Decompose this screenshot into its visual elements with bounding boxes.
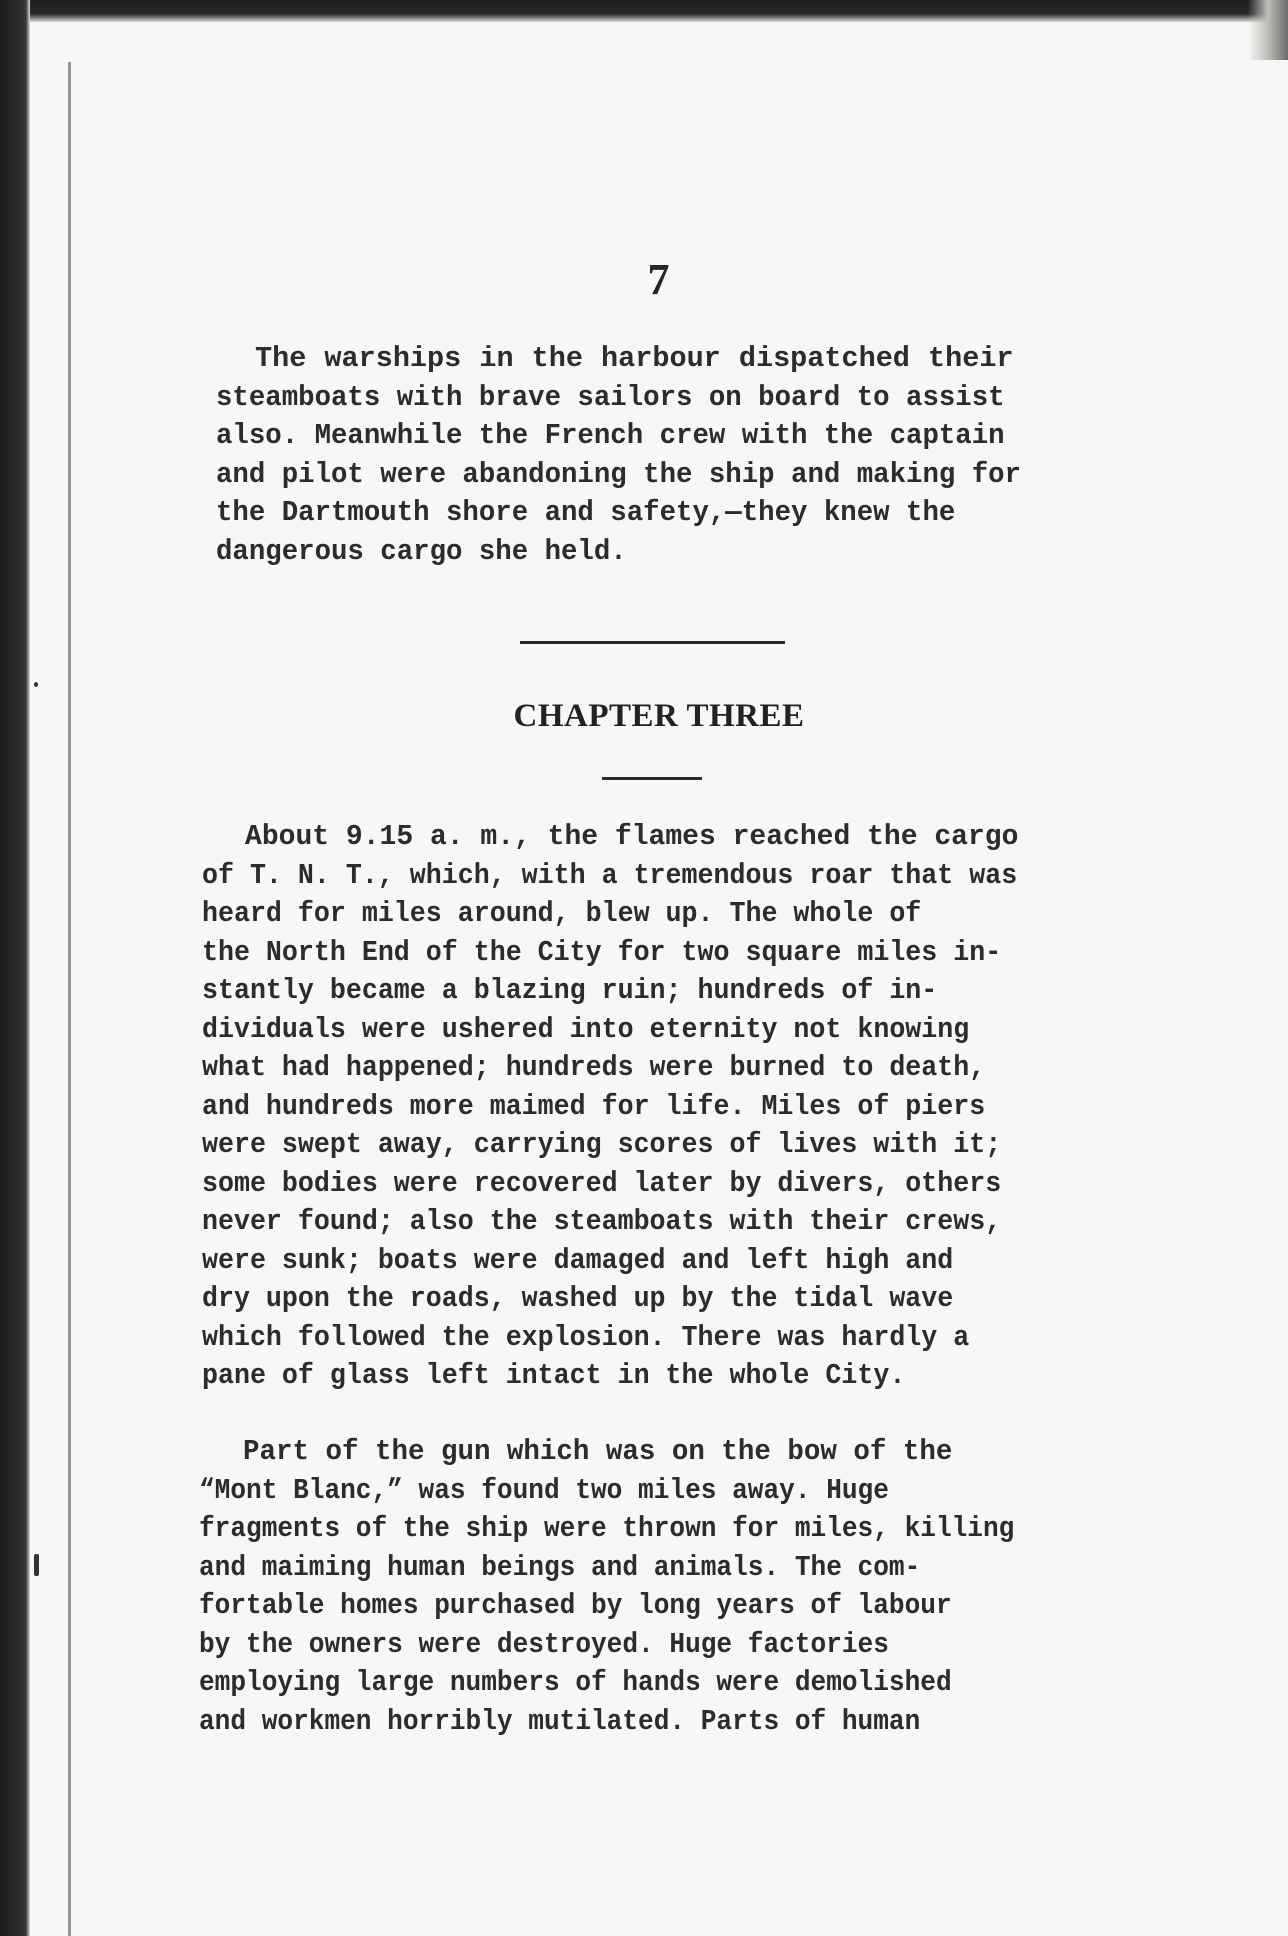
paragraph-3 [199, 1433, 1088, 1741]
text-line: and workmen horribly mutilated. Parts of human [199, 1704, 921, 1738]
text-line: stantly became a blazing ruin; hundreds of in- [202, 974, 938, 1007]
text-line: also. Meanwhile the French crew with the captain [216, 419, 1005, 452]
text-line: heard for miles around, blew up. The whole of [202, 897, 922, 930]
text-line: which followed the explosion. There was hardly a [202, 1320, 970, 1354]
heading-underline [602, 777, 702, 780]
text-line: were sunk; boats were damaged and left high and [202, 1243, 954, 1277]
text-line: dangerous cargo she held. [216, 534, 627, 568]
paragraph-2 [202, 818, 1074, 1396]
text-line: the North End of the City for two square miles in- [202, 935, 1002, 969]
text-line: “Mont Blanc,” was found two miles away. Huge [199, 1473, 889, 1507]
text-line: were swept away, carrying scores of lives with it; [202, 1128, 1002, 1161]
text-line: of T. N. T., which, with a tremendous roar that was [202, 858, 1018, 892]
text-line: About 9.15 a. m., the flames reached the cargo [245, 820, 1019, 853]
text-line: The warships in the harbour dispatched their [255, 342, 1014, 375]
text-line: never found; also the steamboats with their crews, [202, 1205, 1002, 1238]
scanner-frame-corner [1248, 0, 1288, 60]
page-surface [30, 22, 1288, 1936]
page-number: 7 [647, 255, 671, 304]
text-line: dividuals were ushered into eternity not knowing [202, 1012, 970, 1046]
scanner-frame-left [0, 0, 30, 1936]
text-line: and pilot were abandoning the ship and making for [216, 457, 1022, 491]
text-line: fortable homes purchased by long years of labour [199, 1589, 952, 1622]
chapter-heading: CHAPTER THREE [513, 698, 805, 734]
text-line: some bodies were recovered later by divers, others [202, 1166, 1002, 1200]
section-divider [520, 641, 785, 644]
text-line: the Dartmouth shore and safety,—they knew the [216, 496, 956, 529]
binding-edge [68, 62, 71, 1936]
text-line: by the owners were destroyed. Huge factories [199, 1627, 889, 1661]
text-line: Part of the gun which was on the bow of the [243, 1435, 953, 1468]
text-line: and maiming human beings and animals. The com- [199, 1550, 921, 1584]
scanner-frame-top [0, 0, 1288, 22]
text-line: and hundreds more maimed for life. Miles of piers [202, 1089, 986, 1123]
text-line: employing large numbers of hands were demolished [199, 1666, 952, 1699]
text-line: fragments of the ship were thrown for miles, killing [199, 1512, 1015, 1545]
scan-speck [34, 1554, 39, 1576]
text-line: what had happened; hundreds were burned to death, [202, 1051, 986, 1084]
text-line: steamboats with brave sailors on board to assist [216, 380, 1005, 414]
paragraph-1 [216, 340, 1054, 571]
text-line: pane of glass left intact in the whole City. [202, 1359, 906, 1392]
scan-speck [34, 682, 38, 687]
text-line: dry upon the roads, washed up by the tidal wave [202, 1282, 954, 1315]
